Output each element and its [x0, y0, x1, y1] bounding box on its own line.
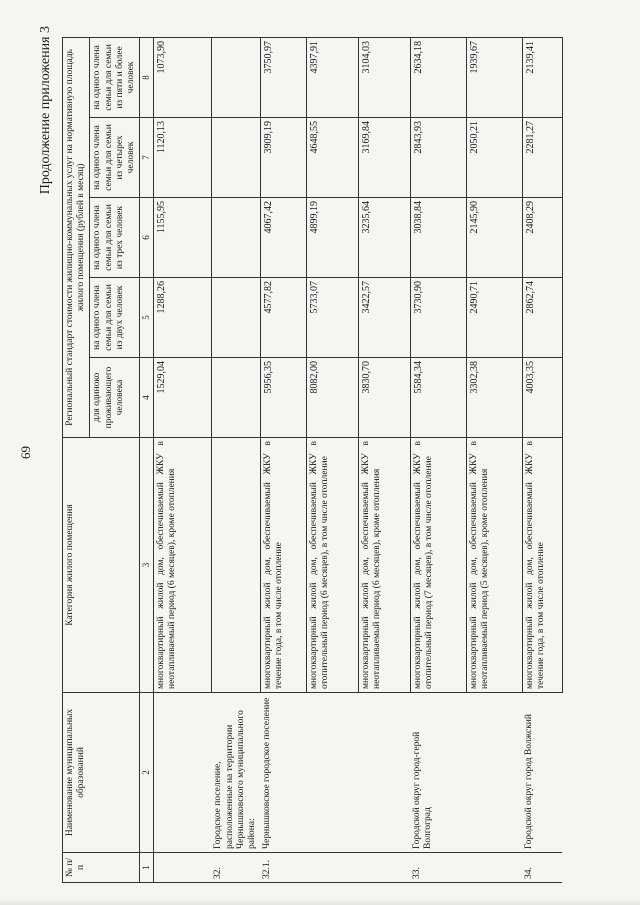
row-num: [358, 853, 410, 883]
row-value-five: [211, 37, 260, 117]
row-value-five: 1073,90: [153, 37, 211, 117]
row-value-single: 5956,35: [260, 358, 306, 438]
row-category: многоквартирный жилой дом, обеспечиваемый ЖКУ в неотапливаемый период (6 месяцев), кроме отопления: [358, 438, 410, 693]
table-row: [211, 37, 260, 882]
row-value-single: 1529,04: [153, 358, 211, 438]
row-value-five: 3104,03: [358, 37, 410, 117]
row-value-two: 3422,57: [358, 278, 410, 358]
row-value-two: 2862,74: [522, 278, 562, 358]
row-category: [211, 438, 260, 693]
col-number: 8: [140, 37, 154, 117]
row-category: многоквартирный жилой дом, обеспечиваемый ЖКУ в течение года, в том числе отопление: [522, 438, 562, 693]
row-num: [153, 853, 211, 883]
row-value-single: 3830,70: [358, 358, 410, 438]
row-value-two: 2490,71: [466, 278, 522, 358]
row-num: 32.1.: [260, 853, 306, 883]
col-number: 1: [140, 853, 154, 883]
page-number: 69: [18, 446, 33, 459]
row-category: многоквартирный жилой дом, обеспечиваемый ЖКУ в неотапливаемый период (5 месяцев), кроме отопления: [466, 438, 522, 693]
row-value-two: 4577,82: [260, 278, 306, 358]
row-num: 33.: [410, 853, 466, 883]
table-row: [410, 37, 466, 882]
row-municipality: [358, 693, 410, 853]
row-value-four: 2050,21: [466, 118, 522, 198]
table-row: [466, 37, 522, 882]
row-value-single: 4003,35: [522, 358, 562, 438]
table-row: [358, 37, 410, 882]
row-value-three: 1155,95: [153, 198, 211, 278]
row-value-five: 2139,41: [522, 37, 562, 117]
row-value-four: 3169,84: [358, 118, 410, 198]
row-value-three: 2408,29: [522, 198, 562, 278]
row-value-three: 2145,90: [466, 198, 522, 278]
col-number: 7: [140, 118, 154, 198]
row-num: 32.: [211, 853, 260, 883]
header-sub-three: на одного члена семьи для семьи из трех человек: [90, 198, 140, 278]
row-value-two: 5733,07: [306, 278, 358, 358]
row-value-four: [211, 118, 260, 198]
header-num: № п/п: [63, 853, 140, 883]
row-value-five: 1939,67: [466, 37, 522, 117]
header-row-1: [63, 37, 90, 882]
row-municipality: Городское поселение, расположенные на территории Чернышковского муниципального района:: [211, 693, 260, 853]
row-value-four: 4648,55: [306, 118, 358, 198]
table-row: [153, 37, 211, 882]
table-row: [260, 37, 306, 882]
header-sub-single: для одиноко проживающего человека: [90, 358, 140, 438]
row-value-two: 1288,26: [153, 278, 211, 358]
header-sub-four: на одного члена семьи для семьи из четырех человек: [90, 118, 140, 198]
row-value-five: 4397,91: [306, 37, 358, 117]
row-value-three: 3038,84: [410, 198, 466, 278]
scan-edge-shadow: [0, 899, 640, 905]
row-category: многоквартирный жилой дом, обеспечиваемый ЖКУ в отопительный период (7 месяцев), в том числе отопление: [410, 438, 466, 693]
row-value-single: 8082,00: [306, 358, 358, 438]
header-regional-standard: Региональный стандарт стоимости жилищно-коммунальных услуг на нормативную площадь жилого помещения (рублей в месяц): [63, 37, 90, 437]
row-value-three: [211, 198, 260, 278]
row-num: 34.: [522, 853, 562, 883]
header-sub-two: на одного члена семьи для семьи из двух человек: [90, 278, 140, 358]
table-row: [306, 37, 358, 882]
row-num: [466, 853, 522, 883]
col-number: 5: [140, 278, 154, 358]
row-value-five: 3750,97: [260, 37, 306, 117]
housing-cost-standard-table: [62, 37, 563, 883]
row-value-four: 3909,19: [260, 118, 306, 198]
row-value-two: 3730,90: [410, 278, 466, 358]
row-value-three: 4899,19: [306, 198, 358, 278]
row-municipality: [153, 693, 211, 853]
col-number: 4: [140, 358, 154, 438]
column-number-row: [140, 37, 154, 882]
row-value-single: [211, 358, 260, 438]
row-value-three: 4067,42: [260, 198, 306, 278]
row-category: многоквартирный жилой дом, обеспечиваемый ЖКУ в течение года, в том числе отопление: [260, 438, 306, 693]
row-value-four: 2281,27: [522, 118, 562, 198]
row-value-four: 1120,13: [153, 118, 211, 198]
row-municipality: Городской округ город Волжский: [522, 693, 562, 853]
row-value-five: 2634,18: [410, 37, 466, 117]
header-municipality: Наименование муниципальных образований: [63, 693, 140, 853]
row-value-three: 3235,64: [358, 198, 410, 278]
row-value-single: 5584,34: [410, 358, 466, 438]
row-municipality: [466, 693, 522, 853]
col-number: 2: [140, 693, 154, 853]
row-value-single: 3302,38: [466, 358, 522, 438]
col-number: 6: [140, 198, 154, 278]
row-municipality: Чернышковское городское поселение: [260, 693, 306, 853]
row-category: многоквартирный жилой дом, обеспечиваемый ЖКУ в отопительный период (6 месяцев), в том числе отопление: [306, 438, 358, 693]
header-category: Категория жилого помещения: [63, 438, 140, 693]
row-municipality: [306, 693, 358, 853]
row-category: многоквартирный жилой дом, обеспечиваемый ЖКУ в неотапливаемый период (6 месяцев), кроме отопления: [153, 438, 211, 693]
row-value-four: 2843,93: [410, 118, 466, 198]
row-value-two: [211, 278, 260, 358]
row-num: [306, 853, 358, 883]
appendix-continuation-label: Продолжение приложения 3: [38, 26, 53, 195]
row-municipality: Городской округ город-герой Волгоград: [410, 693, 466, 853]
table-row: [522, 37, 562, 882]
col-number: 3: [140, 438, 154, 693]
header-sub-five: на одного члена семьи для семьи из пяти и более человек: [90, 37, 140, 117]
